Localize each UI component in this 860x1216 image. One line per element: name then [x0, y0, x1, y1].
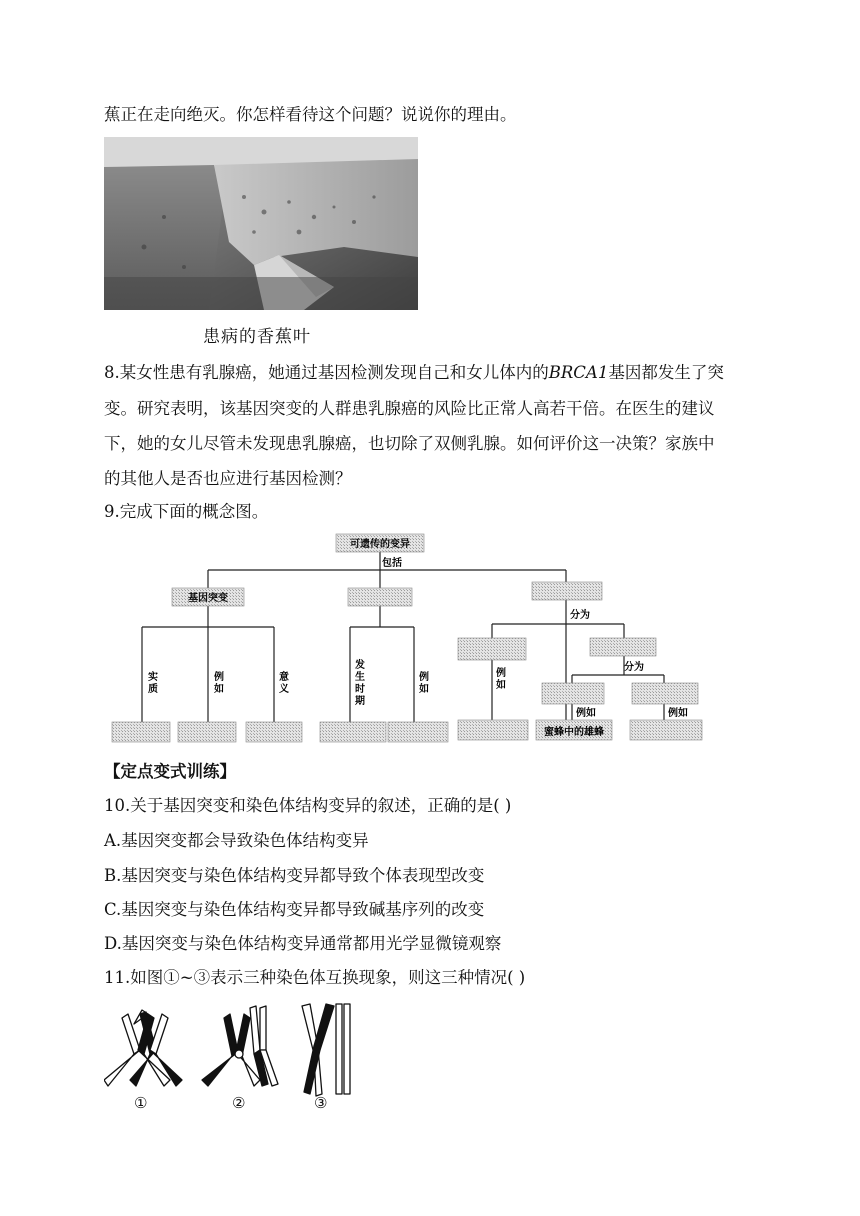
label-divide-1: 分为 — [570, 610, 590, 621]
label-occur-3: 时 — [355, 684, 365, 695]
figure-label-3: ③ — [314, 1094, 328, 1110]
q7-text: 蕉正在走向绝灭。你怎样看待这个问题？说说你的理由。 — [104, 105, 517, 124]
label-meaning-1: 意 — [279, 672, 289, 683]
label-example-1b: 如 — [214, 684, 224, 695]
q8-line-4: 的其他人是否也应进行基因检测？ — [104, 469, 352, 488]
label-divide-2: 分为 — [624, 662, 644, 673]
label-example-3a: 例 — [496, 668, 506, 679]
label-essence-2: 质 — [148, 684, 158, 695]
q8-line-1 — [104, 361, 724, 385]
q8-line-1-pre: 8.某女性患有乳腺癌，她通过基因检测发现自己和女儿体内的 — [104, 363, 549, 382]
figure-label-2: ② — [232, 1094, 246, 1110]
label-include: 包括 — [382, 558, 402, 569]
label-example-2b: 如 — [419, 684, 429, 695]
label-essence-1: 实 — [148, 672, 158, 683]
label-occur-2: 生 — [355, 672, 365, 683]
section-heading: 【定点变式训练】 — [104, 762, 236, 781]
gene-name: BRCA1 — [548, 363, 609, 382]
photo-caption: 患病的香蕉叶 — [203, 327, 311, 347]
q10-option-a: A.基因突变都会导致染色体结构变异 — [104, 831, 369, 850]
leaf-bee: 蜜蜂中的雄蜂 — [544, 727, 604, 738]
node-root: 可遗传的变异 — [350, 539, 410, 550]
q8-line-3: 下，她的女儿尽管未发现患乳腺癌，也切除了双侧乳腺。如何评价这一决策？家族中 — [104, 434, 715, 453]
banana-leaf-photo — [104, 137, 418, 310]
label-example-1a: 例 — [214, 672, 224, 683]
q11-stem: 11.如图①~③表示三种染色体互换现象，则这三种情况( ) — [104, 968, 526, 987]
q10-option-d: D.基因突变与染色体结构变异通常都用光学显微镜观察 — [104, 934, 502, 953]
label-example-5: 例如 — [668, 708, 688, 719]
node-gene-mutation: 基因突变 — [188, 593, 228, 604]
q10-option-b: B.基因突变与染色体结构变异都导致个体表现型改变 — [104, 866, 485, 885]
label-example-2a: 例 — [419, 672, 429, 683]
q9-text: 9.完成下面的概念图。 — [104, 502, 269, 521]
q10-option-c: C.基因突变与染色体结构变异都导致碱基序列的改变 — [104, 900, 485, 919]
chromosome-figure — [104, 1000, 364, 1110]
label-occur-1: 发 — [355, 660, 365, 671]
q10-stem: 10.关于基因突变和染色体结构变异的叙述，正确的是( ) — [104, 796, 512, 815]
label-example-4: 例如 — [576, 708, 596, 719]
label-example-3b: 如 — [496, 680, 506, 691]
label-occur-4: 期 — [355, 696, 365, 707]
q8-line-1-post: 基因都发生了突 — [608, 363, 724, 382]
q8-line-2: 变。研究表明，该基因突变的人群患乳腺癌的风险比正常人高若干倍。在医生的建议 — [104, 399, 715, 418]
figure-label-1: ① — [134, 1094, 148, 1110]
concept-map — [104, 530, 724, 750]
label-meaning-2: 义 — [279, 684, 289, 695]
